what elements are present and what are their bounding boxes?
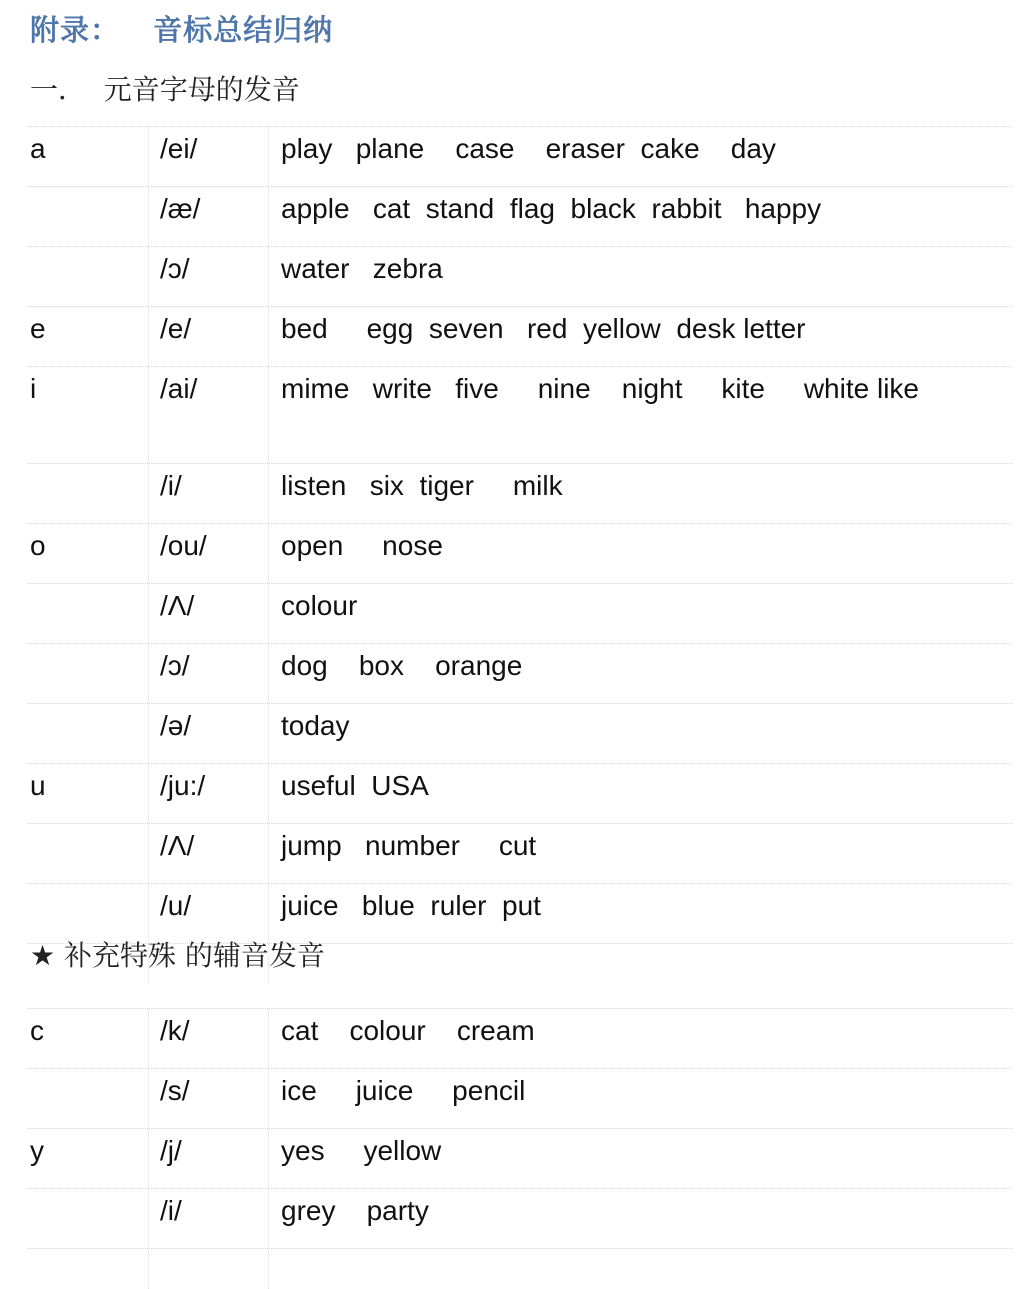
letter-cell: i — [30, 373, 37, 404]
letter-cell: a — [30, 133, 46, 164]
letter-cell: y — [30, 1135, 44, 1166]
words-cell: cat colour cream — [281, 1015, 535, 1046]
words-cell: ice juice pencil — [281, 1075, 526, 1106]
table-row — [28, 1068, 1012, 1128]
table-row — [28, 703, 1012, 763]
table-row — [28, 463, 1012, 523]
words-cell: grey party — [281, 1195, 429, 1226]
table-row — [28, 366, 1012, 463]
words-cell: useful USA — [281, 770, 429, 801]
words-cell: listen six tiger milk — [281, 470, 563, 501]
table-row — [28, 523, 1012, 583]
table-row — [28, 583, 1012, 643]
ipa-cell: /Λ/ — [160, 830, 195, 861]
section-heading-vowels: 一． 元音字母的发音 — [30, 73, 300, 106]
letter-cell: e — [30, 313, 46, 344]
words-cell: juice blue ruler put — [281, 890, 541, 921]
words-cell: bed egg seven red yellow desk letter — [281, 313, 806, 344]
table-row — [28, 306, 1012, 366]
words-cell: mime write five nine night kite white like — [281, 373, 919, 404]
ipa-cell: /ɔ/ — [160, 650, 190, 681]
ipa-cell: /k/ — [160, 1015, 190, 1046]
table-row — [28, 763, 1012, 823]
words-cell: apple cat stand flag black rabbit happy — [281, 193, 822, 224]
ipa-cell: /æ/ — [160, 193, 201, 224]
table-row — [28, 1128, 1012, 1188]
table-row — [28, 643, 1012, 703]
ipa-cell: /s/ — [160, 1075, 190, 1106]
table-row — [28, 1188, 1012, 1248]
page-title: 附录： 音标总结归纳 — [30, 13, 334, 47]
section-heading-consonants: ★ 补充特殊 的辅音发音 — [30, 939, 325, 972]
table-row — [28, 186, 1012, 246]
ipa-cell: /i/ — [160, 470, 182, 501]
consonant-table — [28, 1008, 1012, 1289]
words-cell: today — [281, 710, 350, 741]
words-cell: yes yellow — [281, 1135, 442, 1166]
table-row-empty — [28, 1248, 1012, 1289]
words-cell: water zebra — [281, 253, 443, 284]
ipa-cell: /Λ/ — [160, 590, 195, 621]
words-cell: open nose — [281, 530, 443, 561]
ipa-cell: /ə/ — [160, 710, 192, 741]
letter-cell: c — [30, 1015, 44, 1046]
ipa-cell: /ju:/ — [160, 770, 206, 801]
words-cell: colour — [281, 590, 358, 621]
table-row — [28, 126, 1012, 186]
words-cell: dog box orange — [281, 650, 523, 681]
ipa-cell: /ɔ/ — [160, 253, 190, 284]
ipa-cell: /e/ — [160, 313, 192, 344]
words-cell: play plane case eraser cake day — [281, 133, 776, 164]
ipa-cell: /j/ — [160, 1135, 182, 1166]
ipa-cell: /ou/ — [160, 530, 207, 561]
letter-cell: u — [30, 770, 46, 801]
vowel-table — [28, 126, 1012, 984]
table-row — [28, 823, 1012, 883]
ipa-cell: /u/ — [160, 890, 192, 921]
words-cell: jump number cut — [281, 830, 537, 861]
ipa-cell: /ei/ — [160, 133, 198, 164]
ipa-cell: /ai/ — [160, 373, 198, 404]
ipa-cell: /i/ — [160, 1195, 182, 1226]
letter-cell: o — [30, 530, 46, 561]
table-row — [28, 246, 1012, 306]
table-row — [28, 1008, 1012, 1068]
